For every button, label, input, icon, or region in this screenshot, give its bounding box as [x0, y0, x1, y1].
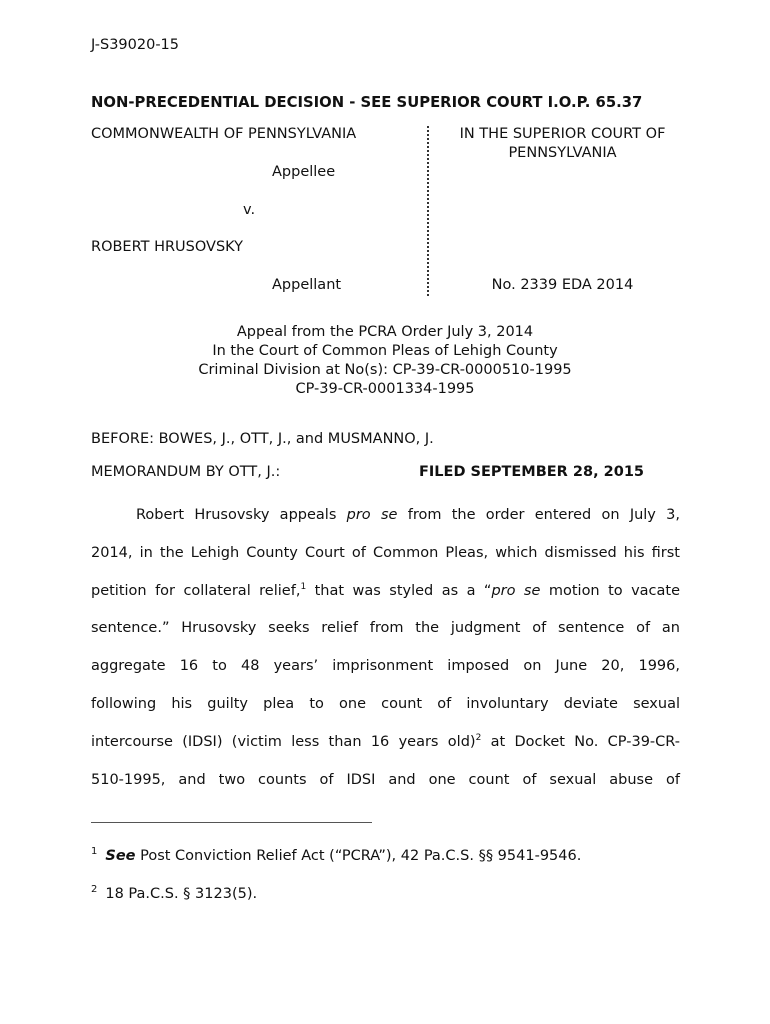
- body-line: sentence.” Hrusovsky seeks relief from the judgment of sentence of an: [91, 620, 680, 637]
- body-text-italic: pro se: [346, 507, 398, 523]
- body-text: Robert Hrusovsky appeals: [136, 507, 347, 523]
- body-line: [91, 724, 680, 762]
- footnote-ref[interactable]: 1: [300, 581, 307, 592]
- footnote-number: 1: [91, 846, 98, 857]
- appeal-info-line: CP-39-CR-0001334-1995: [295, 381, 475, 397]
- docket-number: No. 2339 EDA 2014: [491, 277, 634, 293]
- appeal-info-line: Criminal Division at No(s): CP-39-CR-0000510-1995: [198, 362, 572, 378]
- caption-divider: [427, 126, 429, 296]
- panel-before: BEFORE: BOWES, J., OTT, J., and MUSMANNO, J.: [91, 431, 434, 447]
- footnote-2: [91, 884, 257, 902]
- appeal-info-line: Appeal from the PCRA Order July 3, 2014: [236, 324, 534, 340]
- body-text-italic: pro se: [491, 582, 541, 599]
- party-commonwealth: COMMONWEALTH OF PENNSYLVANIA: [91, 126, 357, 142]
- footnote-separator: [91, 822, 372, 823]
- footnote-1: [91, 846, 581, 864]
- body-line: [91, 573, 680, 611]
- footnote-text: 18 Pa.C.S. § 3123(5).: [105, 885, 258, 902]
- versus: v.: [243, 202, 256, 218]
- body-text: petition for collateral relief,: [91, 582, 301, 599]
- body-text: motion to vacate: [540, 582, 681, 599]
- body-line: following his guilty plea to one count of involuntary deviate sexual: [91, 695, 680, 712]
- header-notice: NON-PRECEDENTIAL DECISION - SEE SUPERIOR COURT I.O.P. 65.37: [91, 94, 643, 111]
- body-line: 510-1995, and two counts of IDSI and one count of sexual abuse of: [91, 771, 680, 788]
- footnote-text: Post Conviction Relief Act (“PCRA”), 42 Pa.C.S. §§ 9541-9546.: [135, 847, 582, 864]
- court-name-line2: PENNSYLVANIA: [508, 145, 617, 161]
- footnote-signal: See: [105, 847, 136, 864]
- party-role-appellant: Appellant: [272, 277, 342, 293]
- party-role-appellee: Appellee: [272, 164, 336, 180]
- body-text: intercourse (IDSI) (victim less than 16 years old): [91, 733, 476, 750]
- docket-id: J-S39020-15: [91, 37, 180, 53]
- memorandum-body: [91, 497, 680, 799]
- body-line: 2014, in the Lehigh County Court of Common Pleas, which dismissed his first: [91, 544, 680, 561]
- body-line: [91, 497, 680, 535]
- body-text: at Docket No. CP-39-CR-: [481, 733, 680, 750]
- court-name-line1: IN THE SUPERIOR COURT OF: [459, 126, 666, 142]
- memorandum-by: MEMORANDUM BY OTT, J.:: [91, 464, 281, 480]
- filed-date: FILED SEPTEMBER 28, 2015: [419, 464, 644, 480]
- party-appellant-name: ROBERT HRUSOVSKY: [91, 239, 244, 255]
- appeal-info-line: In the Court of Common Pleas of Lehigh County: [212, 343, 558, 359]
- footnote-ref[interactable]: 2: [475, 732, 482, 743]
- body-line: aggregate 16 to 48 years’ imprisonment imposed on June 20, 1996,: [91, 658, 680, 675]
- body-text: from the order entered on July 3,: [397, 507, 680, 523]
- footnote-number: 2: [91, 884, 98, 895]
- appeal-info: [91, 323, 679, 399]
- body-text: that was styled as a “: [306, 582, 492, 599]
